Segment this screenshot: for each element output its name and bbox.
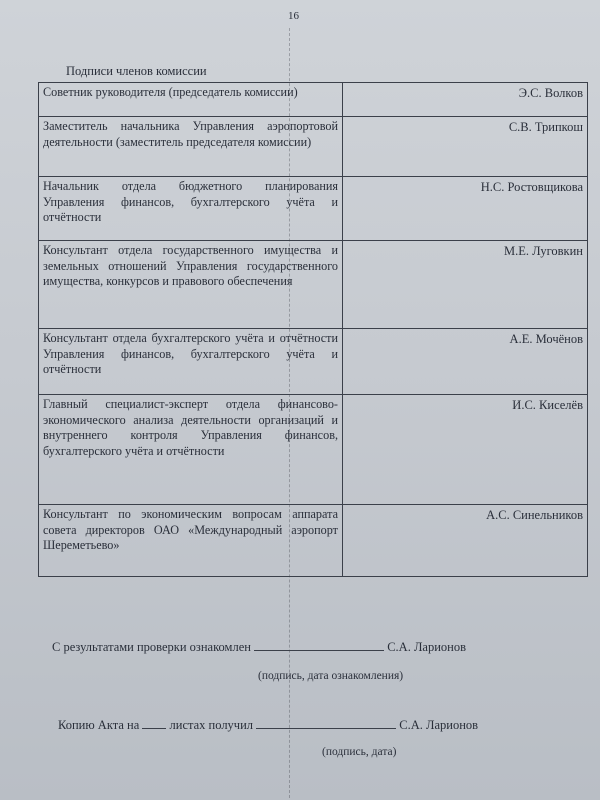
section-heading: Подписи членов комиссии <box>66 64 207 78</box>
member-position: Консультант отдела бухгалтерского учёта и отчётности Управления финансов, бухгалтерского учёта и отчётности <box>39 329 343 395</box>
table-row <box>39 241 588 329</box>
copy-received-middle: листах получил <box>169 718 254 732</box>
member-position: Главный специалист-эксперт отдела финансово-экономического анализа деятельности организаций и внутреннего контроля Управления финансов, бухгалтерского учёта и отчётности <box>39 395 343 505</box>
copy-received-line <box>58 718 478 733</box>
member-name: Н.С. Ростовщикова <box>343 177 588 241</box>
table-row <box>39 395 588 505</box>
copy-received-caption: (подпись, дата) <box>322 746 397 758</box>
member-name: И.С. Киселёв <box>343 395 588 505</box>
table-row <box>39 505 588 577</box>
member-position: Заместитель начальника Управления аэропортовой деятельности (заместитель председателя комиссии) <box>39 117 343 177</box>
copy-received-name: С.А. Ларионов <box>399 718 479 732</box>
member-name: А.С. Синельников <box>343 505 588 577</box>
signature-blank <box>256 718 396 729</box>
member-name: Э.С. Волков <box>343 83 588 117</box>
table-row <box>39 83 588 117</box>
signature-blank <box>254 640 384 651</box>
member-name: М.Е. Луговкин <box>343 241 588 329</box>
member-name: А.Е. Мочёнов <box>343 329 588 395</box>
page-number: 16 <box>288 10 299 22</box>
member-position: Консультант по экономическим вопросам аппарата совета директоров ОАО «Международный аэропорт Шереметьево» <box>39 505 343 577</box>
table-row <box>39 329 588 395</box>
member-name: С.В. Трипкош <box>343 117 588 177</box>
sheet-count-blank <box>142 718 166 729</box>
acknowledgement-caption: (подпись, дата ознакомления) <box>258 670 404 682</box>
member-position: Советник руководителя (председатель комиссии) <box>39 83 343 117</box>
member-position: Консультант отдела государственного имущества и земельных отношений Управления государственного имущества, конкурсов и правового обеспечения <box>39 241 343 329</box>
acknowledgement-text: С результатами проверки ознакомлен <box>52 640 251 654</box>
commission-signatures-table <box>38 82 588 577</box>
table-row <box>39 177 588 241</box>
copy-received-prefix: Копию Акта на <box>58 718 140 732</box>
acknowledgement-name: С.А. Ларионов <box>387 640 466 654</box>
member-position: Начальник отдела бюджетного планирования Управления финансов, бухгалтерского учёта и отчётности <box>39 177 343 241</box>
table-row <box>39 117 588 177</box>
acknowledgement-line <box>52 640 466 655</box>
